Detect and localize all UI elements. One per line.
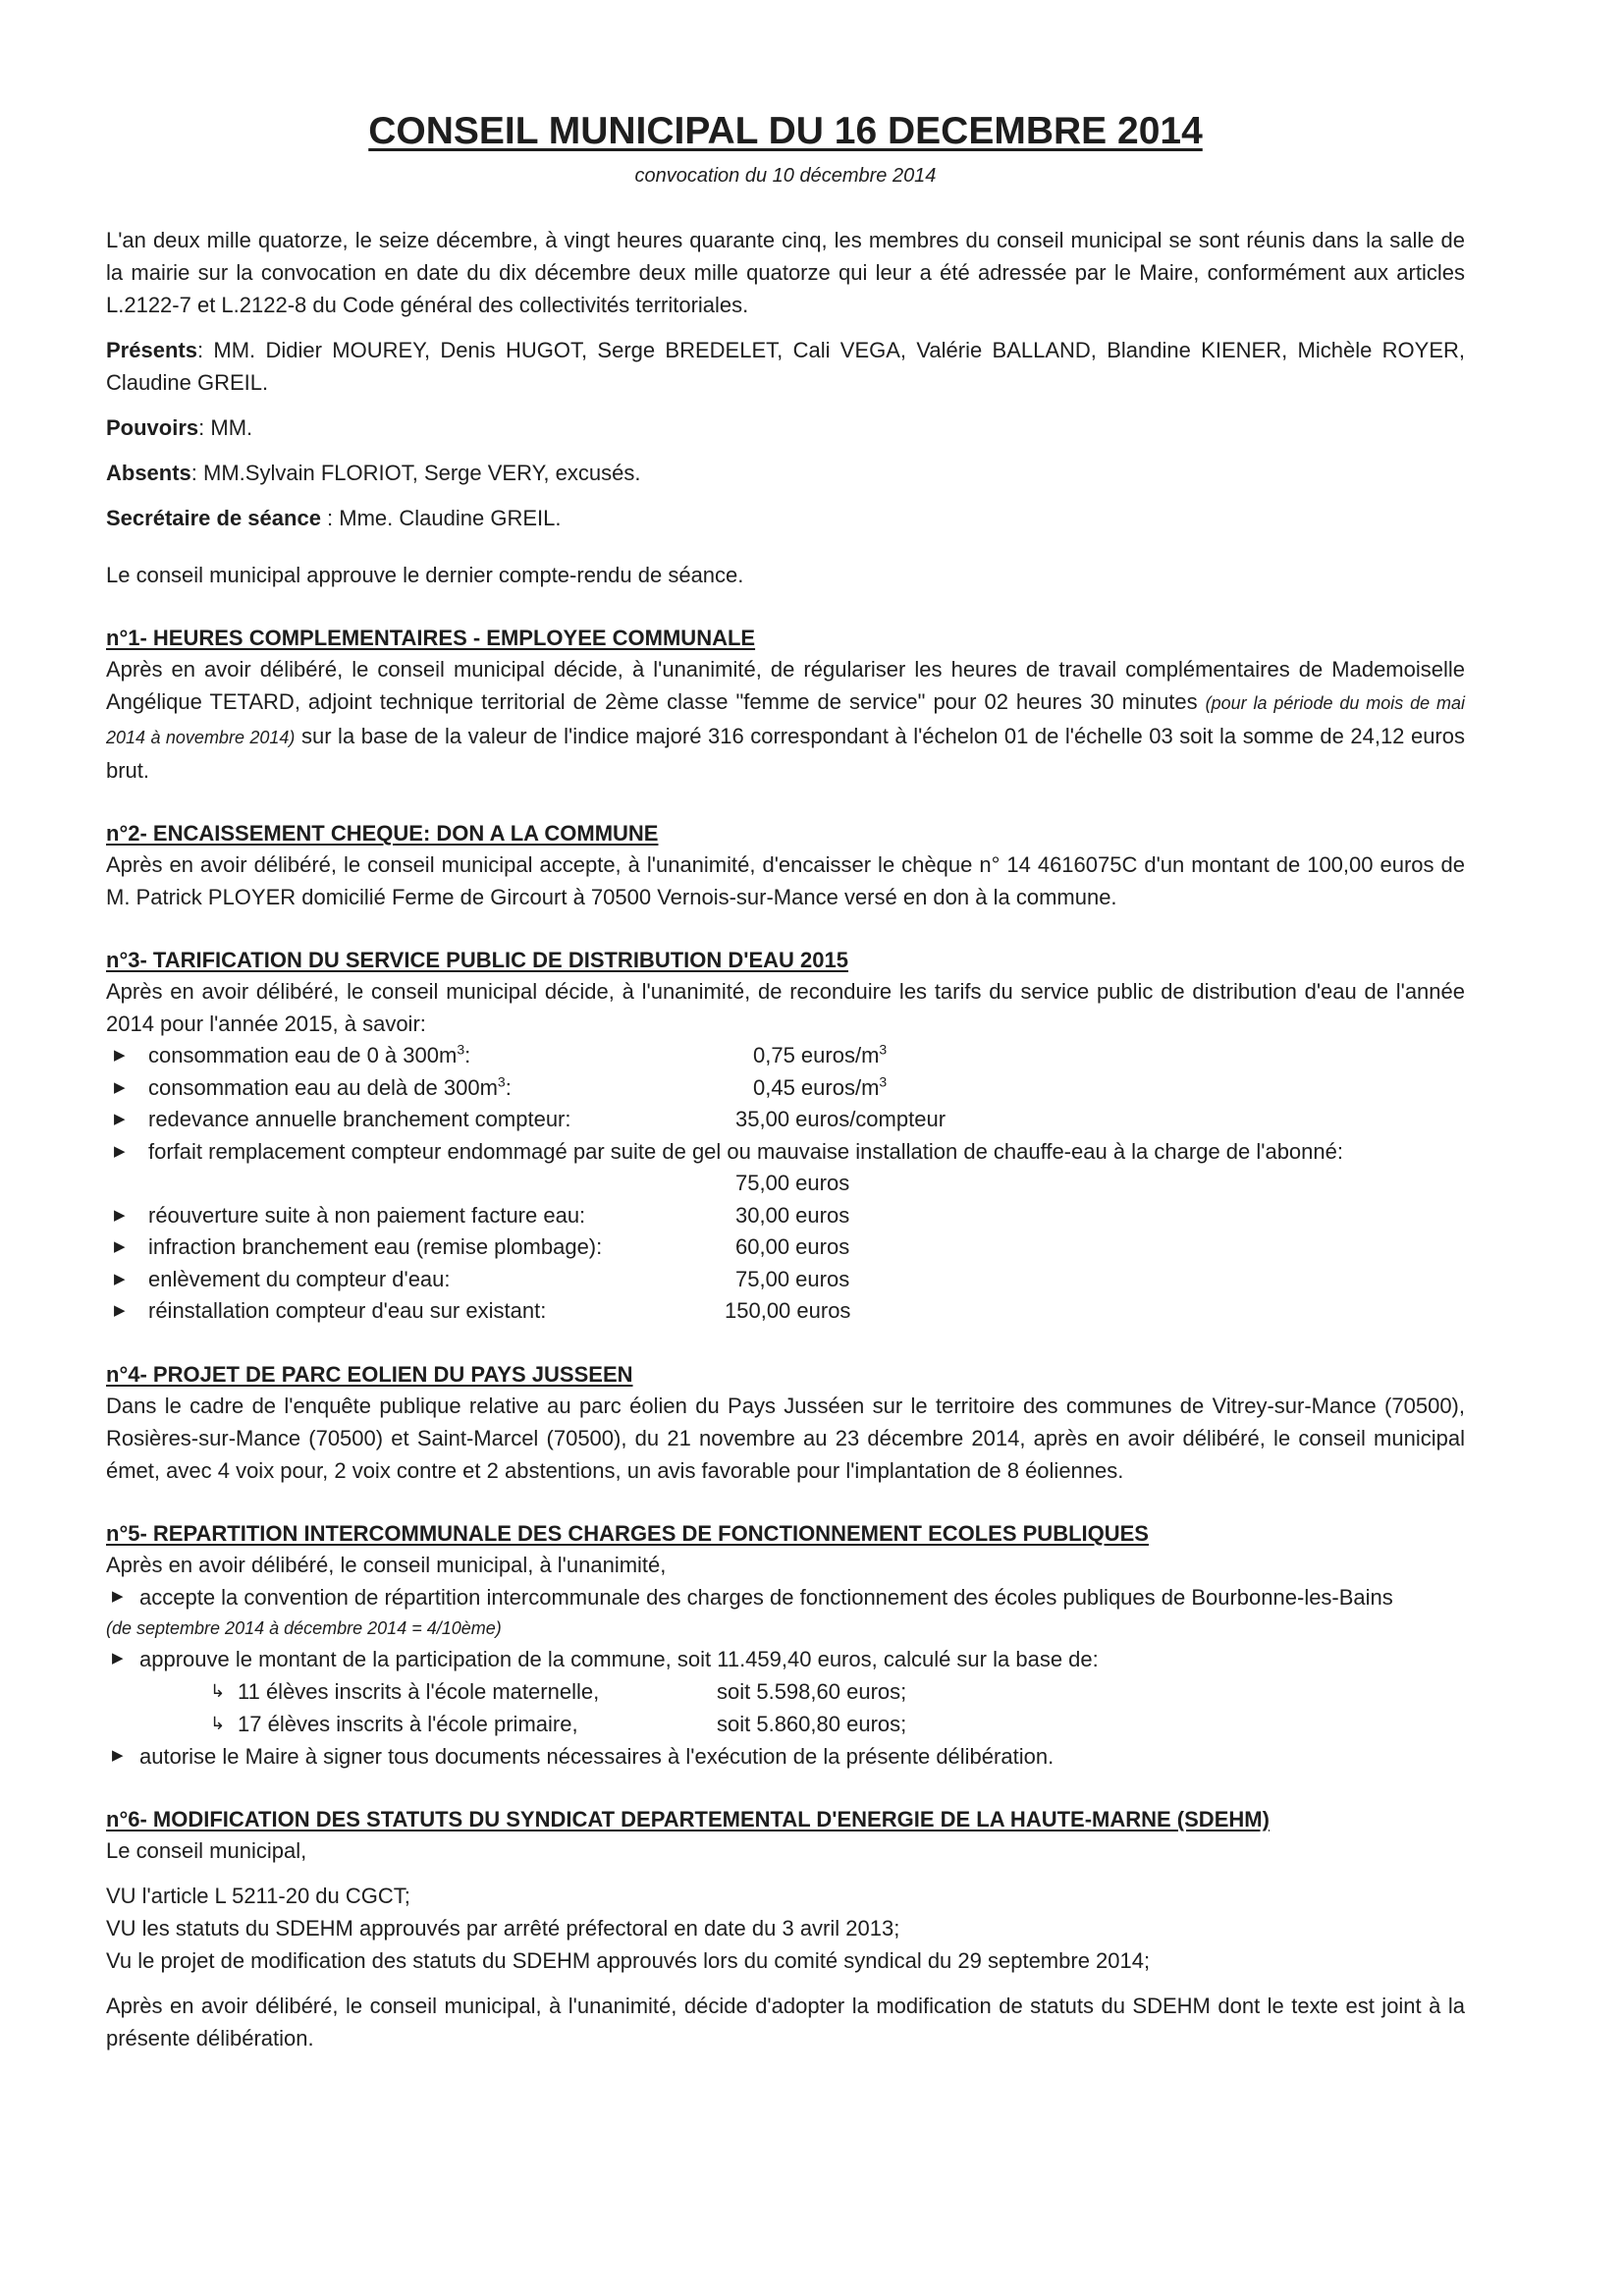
pouvoirs-label: Pouvoirs: [106, 415, 199, 440]
section-5-bullet-3: [106, 1740, 1465, 1773]
section-3: [106, 946, 1465, 1328]
tarif-name: réouverture suite à non paiement facture eau:: [148, 1202, 586, 1228]
section-6-vu-3: Vu le projet de modification des statuts du SDEHM approuvés lors du comité syndical du 29 septembre 2014;: [106, 1947, 1151, 1973]
bullet-triangle-icon: ▶: [114, 1111, 126, 1127]
tarif-item: [106, 1072, 1465, 1105]
tarif-value: 75,00 euros: [735, 1266, 850, 1291]
tarif-name: enlèvement du compteur d'eau:: [148, 1266, 451, 1291]
tarif-item: [106, 1200, 1465, 1232]
tarif-value: 30,00 euros: [735, 1202, 850, 1228]
secretaire-line: [106, 502, 1465, 534]
bullet-triangle-icon: ▶: [114, 1302, 126, 1319]
absents-line: [106, 457, 1465, 489]
tarif-value-sup: 3: [879, 1041, 888, 1058]
presents-line: [106, 334, 1465, 399]
approval-line: Le conseil municipal approuve le dernier compte-rendu de séance.: [106, 563, 744, 587]
tarif-item-value-line: [106, 1168, 1465, 1200]
tarif-value: [735, 1040, 887, 1072]
presents-text: : MM. Didier MOUREY, Denis HUGOT, Serge BREDELET, Cali VEGA, Valérie BALLAND, Blandine KIENER, Michèle ROYER, Claudine GREIL.: [106, 338, 1465, 395]
tarif-name: redevance annuelle branchement compteur:: [148, 1107, 571, 1131]
bullet-triangle-icon: ▶: [114, 1270, 126, 1287]
sub-item-value: soit 5.860,80 euros;: [717, 1711, 907, 1736]
page-title: CONSEIL MUNICIPAL DU 16 DECEMBRE 2014: [368, 110, 1203, 152]
section-4-title: n°4- PROJET DE PARC EOLIEN DU PAYS JUSSEEN: [106, 1361, 633, 1387]
sub-item-value: soit 5.598,60 euros;: [717, 1678, 907, 1704]
tarif-name: [148, 1072, 735, 1105]
tarif-name: réinstallation compteur d'eau sur existant:: [148, 1298, 547, 1323]
tarif-item: [106, 1231, 1465, 1264]
section-1-text-a: Après en avoir délibéré, le conseil municipal décide, à l'unanimité, de régulariser les heures de travail complémentaires de Mademoiselle Angélique TETARD, adjoint technique territorial de 2ème classe "femme de service" pour 02 heures 30 minutes: [106, 657, 1465, 714]
pouvoirs-text: : MM.: [198, 415, 253, 440]
section-5: [106, 1519, 1465, 1773]
bullet-triangle-icon: ▶: [112, 1649, 124, 1667]
bullet-triangle-icon: ▶: [112, 1746, 124, 1764]
tarif-name-sup: 3: [497, 1073, 506, 1090]
tarif-value: 75,00 euros: [735, 1171, 850, 1195]
section-5-title: n°5- REPARTITION INTERCOMMUNALE DES CHARGES DE FONCTIONNEMENT ECOLES PUBLIQUES: [106, 1520, 1149, 1546]
tarif-value: 60,00 euros: [735, 1234, 850, 1259]
section-4-text: Dans le cadre de l'enquête publique relative au parc éolien du Pays Jusséen sur le territoire des communes de Vitrey-sur-Mance (70500), Rosières-sur-Mance (70500) et Saint-Marcel (70500), du 21 novembre au 23 décembre 2014, après en avoir délibéré, le conseil municipal émet, avec 4 voix pour, 2 voix contre et 2 abstentions, un avis favorable pour l'implantation de 8 éoliennes.: [106, 1393, 1465, 1483]
tarif-value: 35,00 euros/compteur: [735, 1107, 947, 1131]
sub-item-name: 11 élèves inscrits à l'école maternelle,: [238, 1678, 600, 1704]
secretaire-text: : Mme. Claudine GREIL.: [320, 506, 562, 530]
section-5-bullet-3-text: autorise le Maire à signer tous documents nécessaires à l'exécution de la présente délibération.: [139, 1743, 1055, 1769]
tarif-item: [106, 1295, 1465, 1328]
section-5-sub-item: [106, 1675, 1465, 1708]
tarif-value: [735, 1072, 887, 1105]
section-6-vu-2: VU les statuts du SDEHM approuvés par arrêté préfectoral en date du 3 avril 2013;: [106, 1915, 900, 1941]
bullet-triangle-icon: ▶: [114, 1047, 126, 1064]
tarif-list: [106, 1040, 1465, 1328]
section-5-intro: Après en avoir délibéré, le conseil municipal, à l'unanimité,: [106, 1552, 667, 1577]
tarif-item: [106, 1136, 1465, 1169]
pouvoirs-line: [106, 411, 1465, 444]
tarif-name-sup: 3: [457, 1041, 465, 1058]
tarif-name-suffix: :: [464, 1043, 471, 1067]
section-5-bullet-2-text: approuve le montant de la participation de la commune, soit 11.459,40 euros, calculé sur la base de:: [139, 1646, 1099, 1671]
section-6-text: Après en avoir délibéré, le conseil municipal, à l'unanimité, décide d'adopter la modification de statuts du SDEHM dont le texte est joint à la présente délibération.: [106, 1993, 1465, 2050]
tarif-item: [106, 1104, 1465, 1136]
section-2-title: n°2- ENCAISSEMENT CHEQUE: DON A LA COMMUNE: [106, 821, 659, 846]
section-6-title: n°6- MODIFICATION DES STATUTS DU SYNDICAT DEPARTEMENTAL D'ENERGIE DE LA HAUTE-MARNE (SDEHM): [106, 1806, 1270, 1831]
tarif-name: [148, 1040, 735, 1072]
bullet-triangle-icon: ▶: [114, 1238, 126, 1255]
bullet-triangle-icon: ▶: [112, 1587, 124, 1605]
tarif-value: 150,00 euros: [725, 1298, 851, 1323]
tarif-value-text: 0,45 euros/m: [753, 1074, 880, 1100]
section-1: [106, 624, 1465, 787]
section-1-text: [106, 653, 1465, 787]
section-6: [106, 1805, 1465, 2054]
section-1-text-b: sur la base de la valeur de l'indice majoré 316 correspondant à l'échelon 01 de l'échelle 03 soit la somme de 24,12 euros brut.: [106, 724, 1465, 783]
section-1-period-note: (pour la période du mois de mai 2014 à novembre 2014): [106, 693, 1465, 747]
return-arrow-icon: ↳: [210, 1713, 226, 1733]
bullet-triangle-icon: ▶: [114, 1142, 126, 1160]
section-5-period-note: (de septembre 2014 à décembre 2014 = 4/10ème): [106, 1617, 502, 1638]
section-6-vu-1: VU l'article L 5211-20 du CGCT;: [106, 1883, 410, 1908]
return-arrow-icon: ↳: [210, 1680, 226, 1701]
tarif-name-suffix: :: [505, 1074, 512, 1100]
section-2: [106, 819, 1465, 913]
section-4: [106, 1360, 1465, 1487]
sub-item-name: 17 élèves inscrits à l'école primaire,: [238, 1711, 578, 1736]
bullet-triangle-icon: ▶: [114, 1078, 126, 1096]
document-page: [106, 108, 1465, 2054]
tarif-name-text: consommation eau de 0 à 300m: [148, 1043, 458, 1067]
intro-paragraph: L'an deux mille quatorze, le seize décembre, à vingt heures quarante cinq, les membres du conseil municipal se sont réunis dans la salle de la mairie sur la convocation en date du dix décembre deux mille quatorze qui leur a été adressée par le Maire, conformément aux articles L.2122-7 et L.2122-8 du Code général des collectivités territoriales.: [106, 228, 1465, 317]
tarif-value-text: 0,75 euros/m: [753, 1043, 880, 1067]
section-5-bullet-2: [106, 1643, 1465, 1675]
absents-label: Absents: [106, 461, 191, 485]
absents-text: : MM.Sylvain FLORIOT, Serge VERY, excusés.: [190, 461, 641, 485]
tarif-item: [106, 1040, 1465, 1072]
tarif-name: forfait remplacement compteur endommagé par suite de gel ou mauvaise installation de chauffe-eau à la charge de l'abonné:: [148, 1138, 1343, 1164]
section-3-text: Après en avoir délibéré, le conseil municipal décide, à l'unanimité, de reconduire les tarifs du service public de distribution d'eau de l'année 2014 pour l'année 2015, à savoir:: [106, 979, 1465, 1036]
section-5-sub-item: [106, 1708, 1465, 1740]
section-6-intro: Le conseil municipal,: [106, 1837, 307, 1863]
page-subtitle: convocation du 10 décembre 2014: [634, 165, 937, 187]
tarif-item: [106, 1264, 1465, 1296]
secretaire-label: Secrétaire de séance: [106, 506, 321, 530]
bullet-triangle-icon: ▶: [114, 1206, 126, 1224]
tarif-name: infraction branchement eau (remise plombage):: [148, 1234, 603, 1259]
presents-label: Présents: [106, 338, 197, 362]
section-2-text: Après en avoir délibéré, le conseil municipal accepte, à l'unanimité, d'encaisser le chèque n° 14 4616075C d'un montant de 100,00 euros de M. Patrick PLOYER domicilié Ferme de Gircourt à 70500 Vernois-sur-Mance versé en don à la commune.: [106, 852, 1465, 909]
section-5-bullet-1: [106, 1581, 1465, 1613]
tarif-value-sup: 3: [879, 1073, 888, 1090]
tarif-name-text: consommation eau au delà de 300m: [148, 1074, 498, 1100]
section-1-title: n°1- HEURES COMPLEMENTAIRES - EMPLOYEE COMMUNALE: [106, 626, 756, 650]
section-3-title: n°3- TARIFICATION DU SERVICE PUBLIC DE DISTRIBUTION D'EAU 2015: [106, 948, 848, 972]
section-5-bullet-1-text: accepte la convention de répartition intercommunale des charges de fonctionnement des écoles publiques de Bourbonne-les-Bains: [139, 1584, 1393, 1610]
